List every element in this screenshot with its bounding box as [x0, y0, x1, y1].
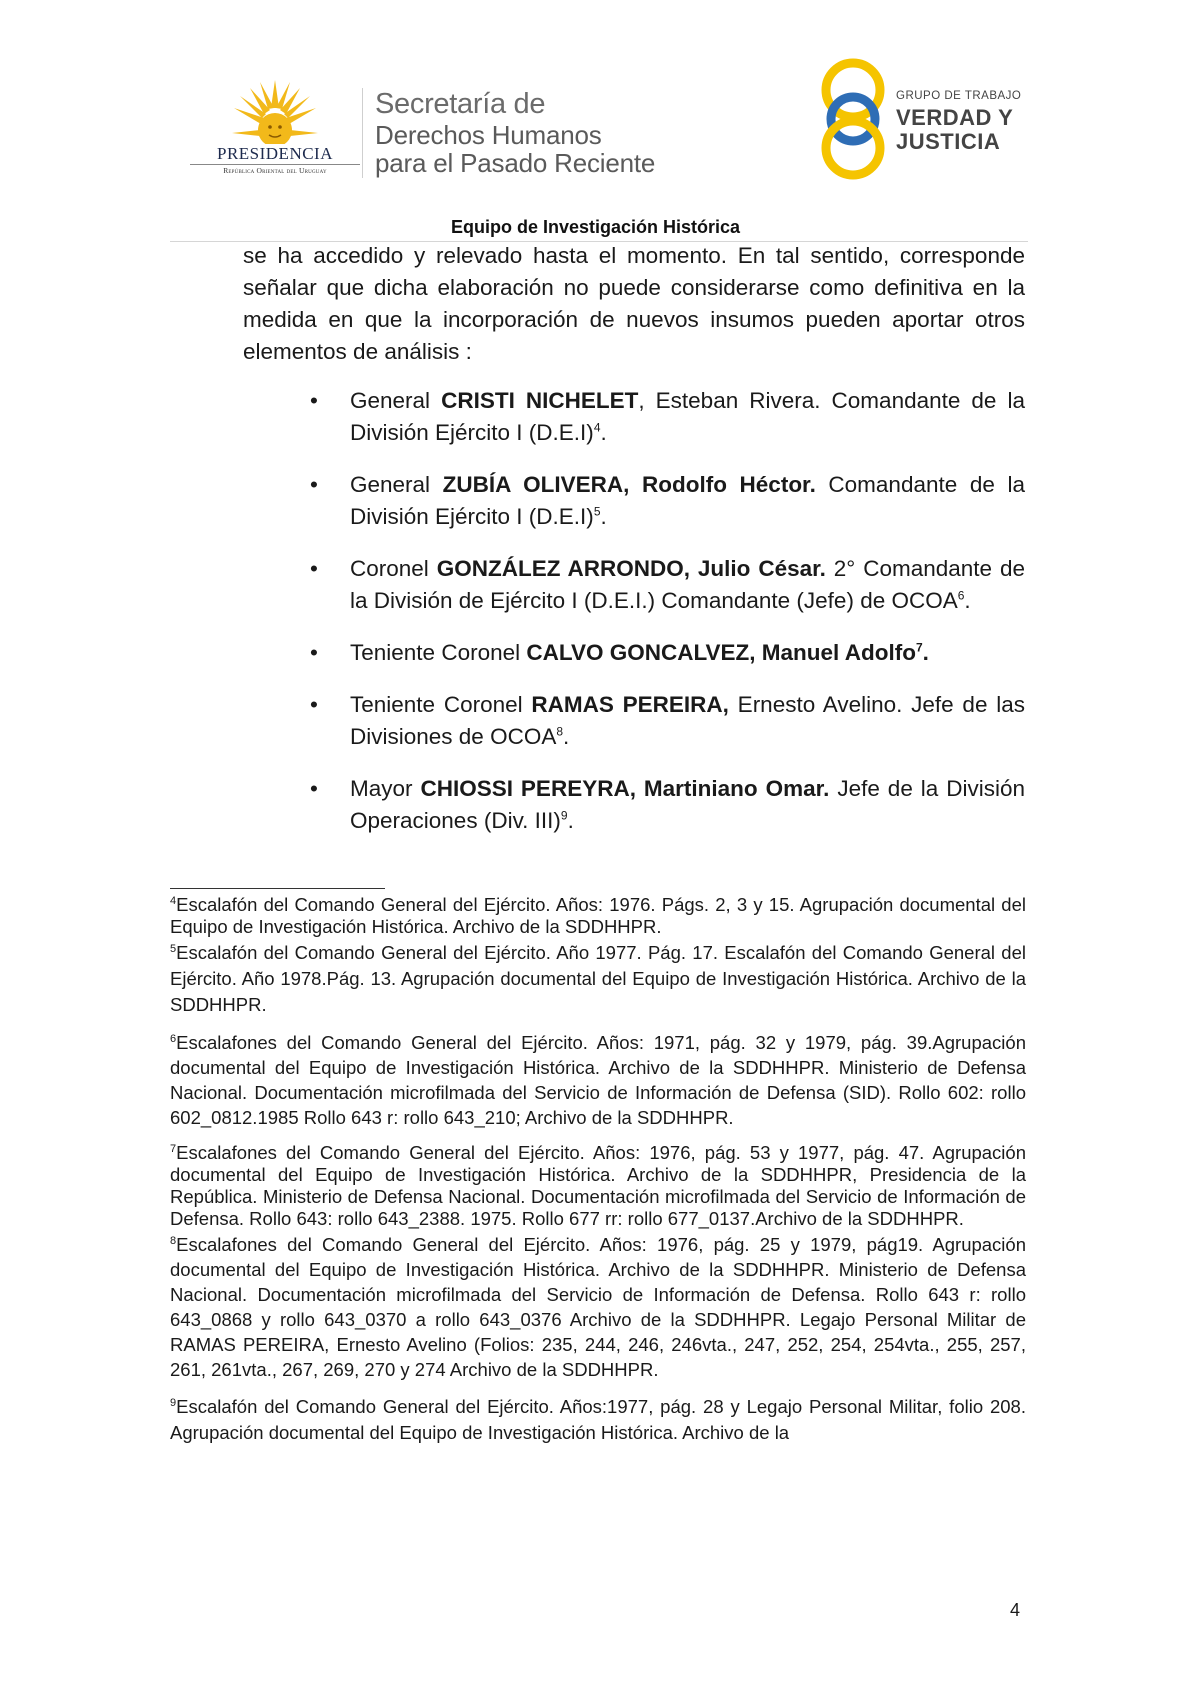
footnote: [170, 1142, 1026, 1230]
footnote-text: Escalafones del Comando General del Ejército. Años: 1976, pág. 25 y 1979, pág19. Agrupación documental del Equipo de Investigación Histórica. Archivo de la SDDHHPR. Ministerio de Defensa Nacional. Documentación microfilmada del Servicio de Información de Defensa. Rollo 643 r: rollo 643_0868 y rollo 643_0370 a rollo 643_0376 Archivo de la SDDHHPR. Legajo Personal Militar de RAMAS PEREIRA, Ernesto Avelino (Folios: 235, 244, 246, 246vta., 247, 252, 254, 254vta., 255, 257, 261, 261vta., 267, 269, 270 y 274 Archivo de la SDDHHPR.: [170, 1234, 1026, 1380]
footnote-number: 4: [170, 894, 177, 907]
grupo-line-3: JUSTICIA: [896, 129, 1001, 154]
footnote: [170, 894, 1026, 938]
footnote-number: 6: [170, 1032, 177, 1045]
footnote-ref: 8: [556, 724, 564, 739]
bullet-marker: •: [310, 692, 318, 717]
presidencia-name: PRESIDENCIA: [216, 144, 333, 163]
officer-role: Comandante de la División Ejército I (D.E.I): [350, 472, 1025, 529]
list-item: [310, 637, 1025, 669]
footnote-text: Escalafones del Comando General del Ejército. Años: 1971, pág. 32 y 1979, pág. 39.Agrupación documental del Equipo de Investigación Histórica. Archivo de la SDDHHPR. Ministerio de Defensa Nacional. Documentación microfilmada del Servicio de Información de Defensa (SID). Rollo 602: rollo 602_0812.1985 Rollo 643 r: rollo 643_210; Archivo de la SDDHHPR.: [170, 1032, 1026, 1128]
footnote-ref: 6: [957, 588, 965, 603]
bullet-marker: •: [310, 388, 318, 413]
item-end: .: [922, 640, 929, 665]
secretaria-line-3: para el Pasado Reciente: [375, 148, 656, 178]
officer-rank: Coronel: [350, 556, 437, 581]
page-header: [0, 0, 1191, 250]
officer-rank: Mayor: [350, 776, 421, 801]
officer-name: GONZÁLEZ ARRONDO, Julio César.: [436, 556, 826, 581]
officer-name: CRISTI NICHELET: [441, 388, 639, 413]
footnote: [170, 1030, 1026, 1130]
verdad-justicia-logo: [818, 58, 1028, 180]
item-end: .: [563, 724, 570, 749]
department-title: Equipo de Investigación Histórica: [450, 217, 741, 237]
officer-rank: General: [350, 388, 442, 413]
presidencia-subtitle: República Oriental del Uruguay: [223, 166, 327, 175]
bullet-marker: •: [310, 640, 318, 665]
officer-role: 2° Comandante de la División de Ejército I (D.E.I.) Comandante (Jefe) de OCOA: [350, 556, 1025, 613]
officer-role: , Esteban Rivera. Comandante de la División Ejército I (D.E.I): [350, 388, 1025, 445]
footnote: [170, 1232, 1026, 1382]
officer-rank: Teniente Coronel: [350, 640, 527, 665]
footnote: [170, 1394, 1026, 1446]
footnote-ref: 7: [915, 640, 923, 655]
secretaria-logo-text: [375, 90, 655, 176]
list-item: [310, 385, 1025, 449]
officer-name: RAMAS PEREIRA,: [531, 692, 729, 717]
sun-emblem-icon: [230, 78, 320, 148]
list-item: [310, 773, 1025, 837]
footnote-number: 9: [170, 1396, 177, 1409]
presidencia-logo: [190, 78, 360, 178]
footnotes: [170, 894, 1026, 1446]
footnote-ref: 9: [560, 808, 568, 823]
footnote-number: 7: [170, 1142, 177, 1155]
officer-rank: General: [350, 472, 443, 497]
footnote-number: 5: [170, 942, 177, 955]
secretaria-line-2: Derechos Humanos: [375, 120, 602, 150]
officer-name: CALVO GONCALVEZ, Manuel Adolfo: [526, 640, 916, 665]
footnote: [170, 940, 1026, 1018]
intro-paragraph: se ha accedido y relevado hasta el momento. En tal sentido, corresponde señalar que dicha elaboración no puede considerarse como definitiva en la medida en que la incorporación de nuevos insumos pueden aportar otros elementos de análisis :: [243, 243, 1025, 364]
logo-divider: [362, 88, 363, 178]
officer-name: ZUBÍA OLIVERA, Rodolfo Héctor.: [442, 472, 816, 497]
list-item: [310, 469, 1025, 533]
footnote-text: Escalafones del Comando General del Ejército. Años: 1976, pág. 53 y 1977, pág. 47. Agrupación documental del Equipo de Investigación Histórica. Archivo de la SDDHHPR, Presidencia de la República. Ministerio de Defensa Nacional. Documentación microfilmada del Servicio de Información de Defensa. Rollo 643: rollo 643_2388. 1975. Rollo 677 rr: rollo 677_0137.Archivo de la SDDHHPR.: [170, 1142, 1026, 1229]
grupo-line-2: VERDAD Y: [896, 105, 1014, 130]
footnote-text: Escalafón del Comando General del Ejército. Años: 1976. Págs. 2, 3 y 15. Agrupación documental del Equipo de Investigación Histórica. Archivo de la SDDHHPR.: [170, 894, 1026, 937]
footnote-separator: [170, 888, 385, 889]
footnote-text: Escalafón del Comando General del Ejército. Años:1977, pág. 28 y Legajo Personal Militar, folio 208. Agrupación documental del Equipo de Investigación Histórica. Archivo de la: [170, 1396, 1026, 1443]
interlocked-rings-icon: [818, 58, 888, 180]
officer-role: Ernesto Avelino. Jefe de las Divisiones de OCOA: [350, 692, 1025, 749]
footnote-number: 8: [170, 1234, 177, 1247]
bullet-marker: •: [310, 776, 318, 801]
item-end: .: [964, 588, 971, 613]
officer-list: [310, 385, 1025, 857]
footnote-ref: 4: [593, 420, 601, 435]
bullet-marker: •: [310, 556, 318, 581]
grupo-line-1: GRUPO DE TRABAJO: [896, 90, 1022, 102]
presidencia-divider: [190, 164, 360, 165]
officer-rank: Teniente Coronel: [350, 692, 532, 717]
footnote-text: Escalafón del Comando General del Ejército. Año 1977. Pág. 17. Escalafón del Comando General del Ejército. Año 1978.Pág. 13. Agrupación documental del Equipo de Investigación Histórica. Archivo de la SDDHHPR.: [170, 942, 1026, 1015]
bullet-marker: •: [310, 472, 318, 497]
item-end: .: [567, 808, 574, 833]
list-item: [310, 689, 1025, 753]
secretaria-line-1: Secretaría de: [375, 88, 546, 120]
officer-name: CHIOSSI PEREYRA, Martiniano Omar.: [420, 776, 830, 801]
item-end: .: [600, 504, 607, 529]
item-end: .: [600, 420, 607, 445]
footnote-ref: 5: [593, 504, 601, 519]
page-number: 4: [1010, 1600, 1021, 1620]
officer-role: Jefe de la División Operaciones (Div. III): [350, 776, 1026, 833]
list-item: [310, 553, 1025, 617]
